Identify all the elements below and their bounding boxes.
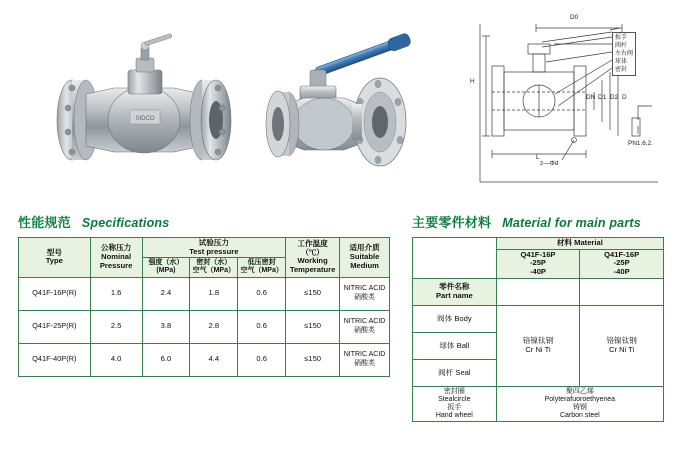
spec-header-row-1 <box>19 238 390 258</box>
material-cell-part: 阀杆 Seal <box>413 359 497 386</box>
table-row <box>19 277 390 310</box>
spec-cell-low-seal: 0.6 <box>238 310 286 343</box>
spec-cell-strength: 6.0 <box>142 343 190 376</box>
specifications-title-cn: 性能规范 <box>18 215 71 230</box>
material-cell-part <box>413 386 497 421</box>
spec-header-strength: 强度（水） (MPa) <box>142 258 190 277</box>
spec-header-type: 型号 Type <box>19 238 91 278</box>
material-cell-col1 <box>496 278 580 305</box>
spec-cell-medium: NITRIC ACID 硝酸类 <box>340 343 390 376</box>
spec-header-test-pressure: 试验压力 Test pressure <box>142 238 286 258</box>
spec-cell-type: Q41F-16P(R) <box>19 277 91 310</box>
material-title-en: Material for main parts <box>502 216 641 230</box>
material-header-col1: Q41F-16P -25P -40P <box>496 249 580 278</box>
dim-label-dn: DN <box>586 94 596 101</box>
dim-label-d1: D1 <box>598 94 607 101</box>
spec-cell-strength: 2.4 <box>142 277 190 310</box>
dim-label-z-phi-d: z—Φd <box>540 160 559 167</box>
diagram-legend <box>612 32 636 76</box>
valve-photo-left <box>42 22 252 182</box>
spec-header-seal: 密封（水） 空气（MPa） <box>190 258 238 277</box>
legend-item-seal: 密封 <box>615 67 628 74</box>
material-table-wrapper <box>412 237 664 422</box>
spec-header-low-seal: 低压密封 空气（MPa） <box>238 258 286 277</box>
material-cell-col2 <box>580 278 664 305</box>
table-row <box>413 386 664 421</box>
spec-cell-nominal: 1.6 <box>90 277 142 310</box>
legend-item-body: 左右阀 <box>615 51 634 58</box>
dim-label-h: H <box>470 78 475 85</box>
spec-header-temperature: 工作温度（℃） Working Temperature <box>286 238 340 278</box>
material-cell-part: 阀体 Body <box>413 305 497 332</box>
material-cell-combined <box>496 386 663 421</box>
table-row <box>413 278 664 305</box>
specifications-title <box>18 212 169 231</box>
material-header-blank <box>413 238 497 279</box>
material-cell-partname-header: 零件名称 Part name <box>413 278 497 305</box>
spec-cell-temperature: ≤150 <box>286 277 340 310</box>
svg-text:SIDCO: SIDCO <box>135 116 155 122</box>
material-title-cn: 主要零件材料 <box>412 215 492 230</box>
specifications-title-en: Specifications <box>81 216 170 230</box>
dim-label-d: D <box>622 94 627 101</box>
spec-cell-nominal: 4.0 <box>90 343 142 376</box>
product-images-area <box>0 0 680 196</box>
table-row <box>19 310 390 343</box>
specifications-table-wrapper <box>18 237 390 377</box>
legend-item-stem: 阀杆 <box>615 43 628 50</box>
spec-cell-low-seal: 0.6 <box>238 277 286 310</box>
spec-cell-temperature: ≤150 <box>286 310 340 343</box>
spec-cell-type: Q41F-40P(R) <box>19 343 91 376</box>
material-mat-carbon-steel: 铸钢 Carbon steel <box>559 403 600 420</box>
table-row <box>413 305 664 332</box>
spec-cell-strength: 3.8 <box>142 310 190 343</box>
material-part-handwheel: 扳手 Hand wheel <box>435 403 473 420</box>
valve-technical-drawing <box>462 14 672 189</box>
dim-label-pn: PN1.6,2. <box>628 140 653 147</box>
spec-cell-temperature: ≤150 <box>286 343 340 376</box>
material-cell-col1: 铬镍钛钢 Cr Ni Ti <box>496 305 580 386</box>
spec-header-nominal: 公称压力 Nominal Pressure <box>90 238 142 278</box>
spec-cell-medium: NITRIC ACID 硝酸类 <box>340 310 390 343</box>
spec-header-medium: 适用介质 Suitable Medium <box>340 238 390 278</box>
material-header-row-1 <box>413 238 664 250</box>
material-part-sealcircle: 密封圈 Stealcircle <box>438 387 471 403</box>
legend-item-handle: 扳手 <box>615 35 628 41</box>
material-table <box>412 237 664 422</box>
spec-cell-seal: 1.8 <box>190 277 238 310</box>
material-title <box>412 212 641 231</box>
spec-cell-nominal: 2.5 <box>90 310 142 343</box>
spec-cell-type: Q41F-25P(R) <box>19 310 91 343</box>
dim-label-d0: D0 <box>570 14 579 21</box>
spec-cell-seal: 4.4 <box>190 343 238 376</box>
dim-label-d2: D2 <box>610 94 619 101</box>
material-cell-part: 球体 Ball <box>413 332 497 359</box>
material-header-material: 材料 Material <box>496 238 663 250</box>
spec-cell-medium: NITRIC ACID 硝酸类 <box>340 277 390 310</box>
material-mat-ptfe: 聚四乙烯 Polyterafuoroethyenea <box>544 387 616 403</box>
specifications-table <box>18 237 390 377</box>
dim-label-l: L <box>536 154 540 161</box>
table-row <box>19 343 390 376</box>
spec-cell-low-seal: 0.6 <box>238 343 286 376</box>
valve-photo-center <box>252 18 442 183</box>
spec-cell-seal: 2.8 <box>190 310 238 343</box>
legend-item-ball: 球体 <box>615 59 628 66</box>
material-header-col2: Q41F-16P -25P -40P <box>580 249 664 278</box>
material-cell-col2: 铬镍钛钢 Cr Ni Ti <box>580 305 664 386</box>
